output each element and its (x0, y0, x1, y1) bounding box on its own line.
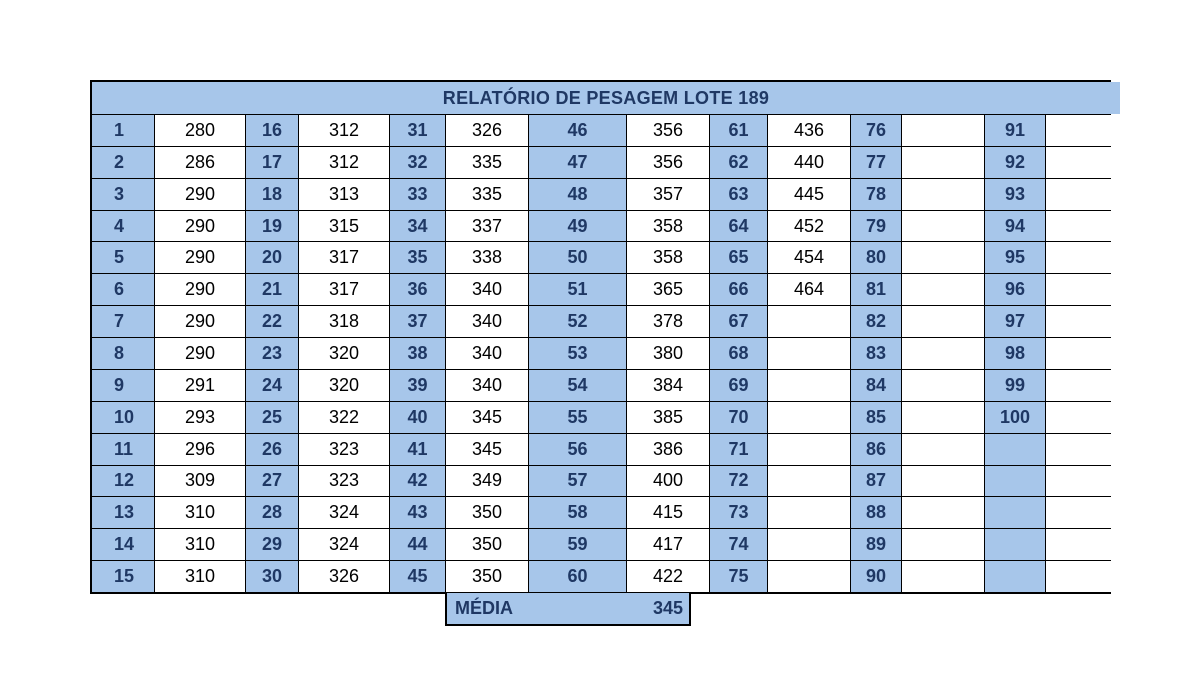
animal-number-cell: 92 (985, 147, 1045, 178)
animal-number-cell: 2 (92, 147, 154, 178)
animal-number-cell (985, 529, 1045, 560)
animal-number-cell: 84 (851, 370, 901, 401)
weight-cell: 452 (768, 211, 850, 242)
animal-number-cell: 94 (985, 211, 1045, 242)
animal-number-cell: 81 (851, 274, 901, 305)
animal-number-cell: 5 (92, 242, 154, 273)
animal-number-cell: 76 (851, 115, 901, 146)
weight-cell: 338 (446, 242, 528, 273)
weight-cell: 358 (627, 242, 709, 273)
weight-cell: 350 (446, 561, 528, 592)
animal-number-cell: 55 (529, 402, 626, 433)
weight-cell (1046, 466, 1120, 497)
animal-number-cell: 83 (851, 338, 901, 369)
table-row (92, 370, 1120, 401)
weight-cell: 324 (299, 529, 389, 560)
weight-cell: 310 (155, 561, 245, 592)
animal-number-cell: 93 (985, 179, 1045, 210)
weight-cell: 464 (768, 274, 850, 305)
weight-cell: 290 (155, 242, 245, 273)
table-row (92, 466, 1120, 497)
animal-number-cell: 98 (985, 338, 1045, 369)
weight-cell (768, 497, 850, 528)
weight-cell: 326 (299, 561, 389, 592)
weight-cell (902, 115, 984, 146)
animal-number-cell: 44 (390, 529, 445, 560)
animal-number-cell: 15 (92, 561, 154, 592)
animal-number-cell: 50 (529, 242, 626, 273)
weight-cell: 326 (446, 115, 528, 146)
weight-cell (1046, 179, 1120, 210)
animal-number-cell: 82 (851, 306, 901, 337)
animal-number-cell: 65 (710, 242, 767, 273)
weight-cell: 340 (446, 274, 528, 305)
weight-cell: 317 (299, 274, 389, 305)
animal-number-cell: 11 (92, 434, 154, 465)
table-row (92, 211, 1120, 242)
weighing-report-table (90, 80, 1111, 594)
animal-number-cell: 40 (390, 402, 445, 433)
weight-cell (902, 497, 984, 528)
animal-number-cell: 69 (710, 370, 767, 401)
weight-cell (768, 529, 850, 560)
table-row (92, 338, 1120, 369)
animal-number-cell: 54 (529, 370, 626, 401)
weight-cell: 317 (299, 242, 389, 273)
weight-cell (1046, 529, 1120, 560)
weight-cell: 310 (155, 529, 245, 560)
weight-cell (902, 466, 984, 497)
weight-cell: 415 (627, 497, 709, 528)
animal-number-cell: 61 (710, 115, 767, 146)
animal-number-cell: 60 (529, 561, 626, 592)
table-row (92, 242, 1120, 273)
animal-number-cell: 48 (529, 179, 626, 210)
animal-number-cell: 18 (246, 179, 298, 210)
weight-cell (1046, 370, 1120, 401)
weight-cell: 386 (627, 434, 709, 465)
animal-number-cell: 47 (529, 147, 626, 178)
animal-number-cell: 58 (529, 497, 626, 528)
animal-number-cell: 99 (985, 370, 1045, 401)
animal-number-cell: 1 (92, 115, 154, 146)
animal-number-cell: 63 (710, 179, 767, 210)
animal-number-cell: 85 (851, 402, 901, 433)
animal-number-cell: 24 (246, 370, 298, 401)
weight-cell (902, 211, 984, 242)
weight-cell (902, 561, 984, 592)
weight-cell (902, 338, 984, 369)
weight-cell (902, 147, 984, 178)
weight-cell (1046, 402, 1120, 433)
animal-number-cell: 57 (529, 466, 626, 497)
weight-cell (1046, 338, 1120, 369)
weight-cell: 440 (768, 147, 850, 178)
weight-cell (902, 274, 984, 305)
animal-number-cell: 51 (529, 274, 626, 305)
weight-cell: 335 (446, 179, 528, 210)
animal-number-cell: 39 (390, 370, 445, 401)
animal-number-cell: 62 (710, 147, 767, 178)
table-row (92, 434, 1120, 465)
weight-cell: 357 (627, 179, 709, 210)
animal-number-cell: 71 (710, 434, 767, 465)
table-row (92, 497, 1120, 528)
animal-number-cell: 29 (246, 529, 298, 560)
animal-number-cell: 75 (710, 561, 767, 592)
animal-number-cell: 41 (390, 434, 445, 465)
animal-number-cell: 52 (529, 306, 626, 337)
weight-cell: 290 (155, 274, 245, 305)
weight-cell: 445 (768, 179, 850, 210)
weight-cell (1046, 561, 1120, 592)
animal-number-cell: 3 (92, 179, 154, 210)
table-row (92, 115, 1120, 146)
weight-cell (902, 434, 984, 465)
animal-number-cell: 95 (985, 242, 1045, 273)
weight-cell (1046, 306, 1120, 337)
weight-cell (768, 370, 850, 401)
weight-cell: 290 (155, 338, 245, 369)
animal-number-cell (985, 561, 1045, 592)
weight-cell: 365 (627, 274, 709, 305)
weight-cell: 340 (446, 338, 528, 369)
table-row (92, 561, 1120, 592)
table-row (92, 529, 1120, 560)
animal-number-cell: 78 (851, 179, 901, 210)
animal-number-cell (985, 466, 1045, 497)
weight-cell: 290 (155, 179, 245, 210)
animal-number-cell: 59 (529, 529, 626, 560)
animal-number-cell: 74 (710, 529, 767, 560)
weight-cell: 286 (155, 147, 245, 178)
weight-cell (902, 306, 984, 337)
animal-number-cell: 34 (390, 211, 445, 242)
animal-number-cell: 6 (92, 274, 154, 305)
average-value: 345 (652, 598, 683, 618)
animal-number-cell: 64 (710, 211, 767, 242)
weight-cell: 345 (446, 402, 528, 433)
table-row (92, 147, 1120, 178)
weight-cell: 323 (299, 434, 389, 465)
weight-cell: 454 (768, 242, 850, 273)
weight-cell (768, 338, 850, 369)
weight-cell: 322 (299, 402, 389, 433)
weight-cell: 358 (627, 211, 709, 242)
animal-number-cell: 97 (985, 306, 1045, 337)
weight-cell (1046, 497, 1120, 528)
animal-number-cell: 37 (390, 306, 445, 337)
weight-cell (1046, 434, 1120, 465)
weight-cell (1046, 115, 1120, 146)
weight-cell: 417 (627, 529, 709, 560)
average-label: MÉDIA (455, 598, 513, 618)
weight-cell: 296 (155, 434, 245, 465)
weight-cell: 290 (155, 211, 245, 242)
weight-cell: 323 (299, 466, 389, 497)
animal-number-cell: 56 (529, 434, 626, 465)
weight-cell: 337 (446, 211, 528, 242)
weight-cell: 293 (155, 402, 245, 433)
average-row (445, 593, 691, 626)
weight-cell: 309 (155, 466, 245, 497)
weight-cell: 315 (299, 211, 389, 242)
animal-number-cell: 9 (92, 370, 154, 401)
table-row (92, 402, 1120, 433)
animal-number-cell: 100 (985, 402, 1045, 433)
weight-cell: 312 (299, 147, 389, 178)
animal-number-cell: 46 (529, 115, 626, 146)
weight-cell (768, 466, 850, 497)
animal-number-cell: 45 (390, 561, 445, 592)
animal-number-cell: 77 (851, 147, 901, 178)
table-row (92, 306, 1120, 337)
animal-number-cell: 90 (851, 561, 901, 592)
animal-number-cell: 17 (246, 147, 298, 178)
animal-number-cell: 80 (851, 242, 901, 273)
animal-number-cell: 73 (710, 497, 767, 528)
animal-number-cell: 72 (710, 466, 767, 497)
animal-number-cell: 30 (246, 561, 298, 592)
animal-number-cell: 27 (246, 466, 298, 497)
animal-number-cell: 96 (985, 274, 1045, 305)
animal-number-cell: 49 (529, 211, 626, 242)
animal-number-cell: 35 (390, 242, 445, 273)
weight-cell (768, 402, 850, 433)
weight-cell: 320 (299, 370, 389, 401)
animal-number-cell: 4 (92, 211, 154, 242)
weight-cell: 318 (299, 306, 389, 337)
animal-number-cell: 26 (246, 434, 298, 465)
animal-number-cell: 86 (851, 434, 901, 465)
weight-cell (1046, 147, 1120, 178)
animal-number-cell: 19 (246, 211, 298, 242)
weight-cell: 422 (627, 561, 709, 592)
animal-number-cell: 31 (390, 115, 445, 146)
animal-number-cell: 10 (92, 402, 154, 433)
weight-cell: 356 (627, 147, 709, 178)
weight-cell (902, 179, 984, 210)
weight-cell: 345 (446, 434, 528, 465)
weight-cell: 290 (155, 306, 245, 337)
animal-number-cell: 12 (92, 466, 154, 497)
weight-cell: 350 (446, 497, 528, 528)
weight-cell: 385 (627, 402, 709, 433)
weight-cell: 380 (627, 338, 709, 369)
weight-cell: 384 (627, 370, 709, 401)
weight-cell: 280 (155, 115, 245, 146)
weight-cell: 349 (446, 466, 528, 497)
weight-cell: 320 (299, 338, 389, 369)
animal-number-cell: 8 (92, 338, 154, 369)
weight-cell: 310 (155, 497, 245, 528)
animal-number-cell: 79 (851, 211, 901, 242)
weight-cell: 340 (446, 370, 528, 401)
weight-cell: 312 (299, 115, 389, 146)
weight-cell: 378 (627, 306, 709, 337)
animal-number-cell: 23 (246, 338, 298, 369)
animal-number-cell: 36 (390, 274, 445, 305)
animal-number-cell: 66 (710, 274, 767, 305)
animal-number-cell: 20 (246, 242, 298, 273)
weight-cell (902, 242, 984, 273)
weight-cell (1046, 274, 1120, 305)
weight-cell (1046, 211, 1120, 242)
weight-cell (902, 402, 984, 433)
weight-cell: 356 (627, 115, 709, 146)
report-title: RELATÓRIO DE PESAGEM LOTE 189 (92, 82, 1120, 114)
table-row (92, 274, 1120, 305)
animal-number-cell (985, 434, 1045, 465)
animal-number-cell: 14 (92, 529, 154, 560)
weight-cell (768, 561, 850, 592)
weight-cell (1046, 242, 1120, 273)
animal-number-cell: 42 (390, 466, 445, 497)
animal-number-cell: 53 (529, 338, 626, 369)
weight-cell (902, 529, 984, 560)
animal-number-cell: 43 (390, 497, 445, 528)
weight-cell (768, 434, 850, 465)
weight-cell (768, 306, 850, 337)
animal-number-cell: 89 (851, 529, 901, 560)
weight-cell: 340 (446, 306, 528, 337)
animal-number-cell: 38 (390, 338, 445, 369)
animal-number-cell: 67 (710, 306, 767, 337)
weight-cell: 400 (627, 466, 709, 497)
animal-number-cell: 91 (985, 115, 1045, 146)
animal-number-cell: 28 (246, 497, 298, 528)
weight-cell: 324 (299, 497, 389, 528)
animal-number-cell: 88 (851, 497, 901, 528)
animal-number-cell: 32 (390, 147, 445, 178)
weight-cell (902, 370, 984, 401)
weight-cell: 291 (155, 370, 245, 401)
animal-number-cell: 22 (246, 306, 298, 337)
animal-number-cell: 7 (92, 306, 154, 337)
animal-number-cell: 70 (710, 402, 767, 433)
animal-number-cell: 13 (92, 497, 154, 528)
weight-cell: 350 (446, 529, 528, 560)
weight-cell: 335 (446, 147, 528, 178)
animal-number-cell: 33 (390, 179, 445, 210)
animal-number-cell: 87 (851, 466, 901, 497)
table-row (92, 179, 1120, 210)
animal-number-cell: 21 (246, 274, 298, 305)
weight-cell: 313 (299, 179, 389, 210)
weight-cell: 436 (768, 115, 850, 146)
animal-number-cell: 16 (246, 115, 298, 146)
animal-number-cell (985, 497, 1045, 528)
animal-number-cell: 25 (246, 402, 298, 433)
animal-number-cell: 68 (710, 338, 767, 369)
